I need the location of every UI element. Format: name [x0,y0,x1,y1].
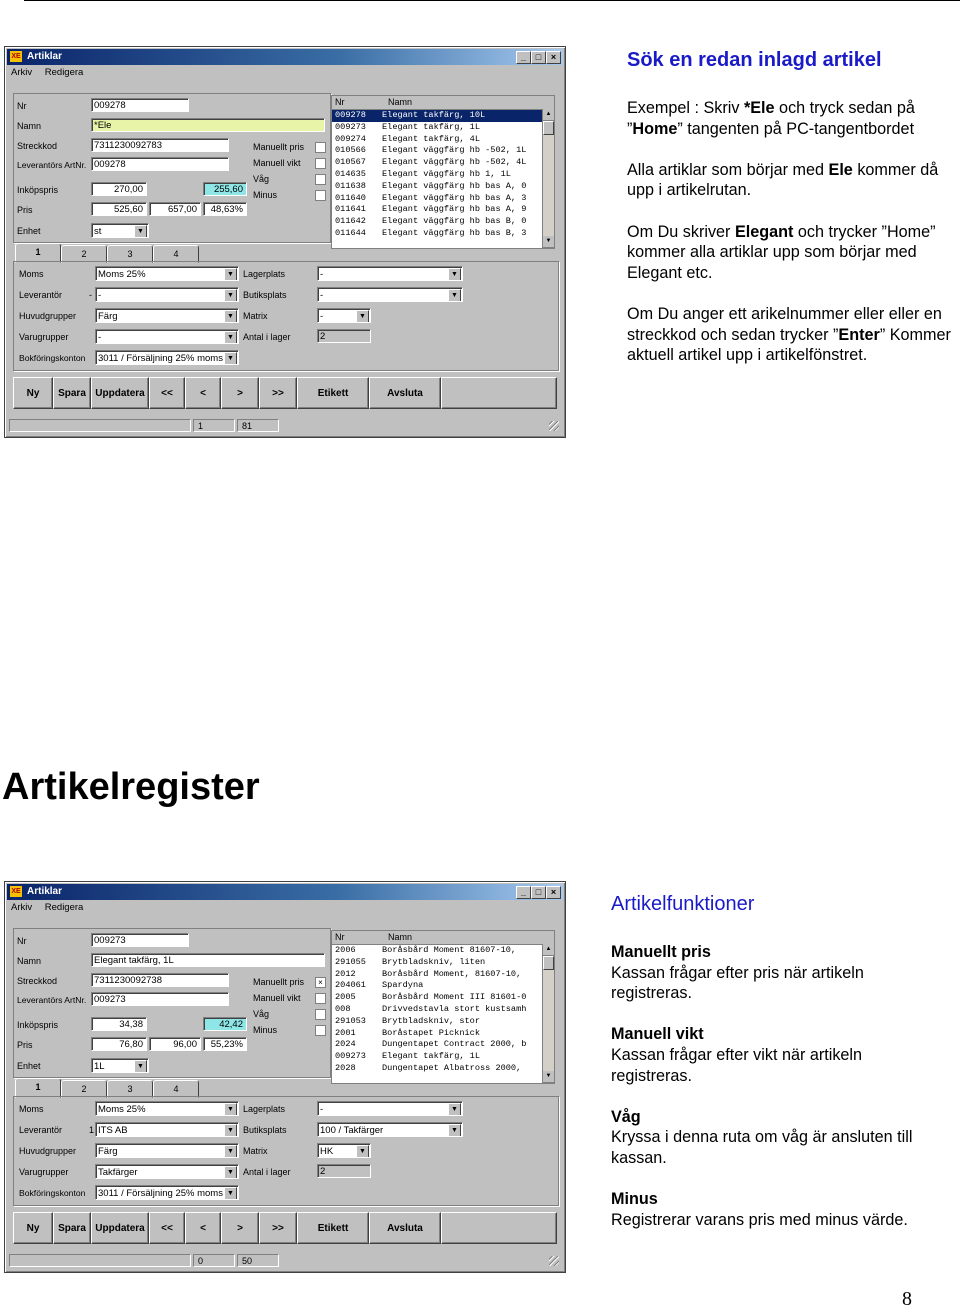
label-moms: Moms [19,269,44,279]
label-enhet: Enhet [17,1061,41,1071]
manuellt-pris-checkbox[interactable]: × [315,977,326,988]
enhet-value: 1L [94,1061,105,1072]
bokforingskonton-select[interactable] [95,350,239,365]
chevron-down-icon[interactable]: ▼ [356,310,369,323]
artiklar-window-functions [4,881,566,1273]
pris-incl-moms-field[interactable]: 96,00 [149,1037,201,1051]
chevron-down-icon[interactable]: ▼ [448,1103,461,1116]
leverantor-select[interactable] [95,1122,239,1137]
label-inkopspris: Inköpspris [17,1020,59,1030]
enhet-value: st [94,226,102,237]
avsluta-button[interactable]: Avsluta [369,1212,441,1244]
list-item[interactable]: 014635 Elegant väggfärg hb 1, 1L [335,168,511,179]
prev-button[interactable]: < [185,377,221,409]
paragraph-enter: Om Du anger ett arikelnummer eller eller en streckkod och sedan trycker ”Enter” Kommer aktuell artikel upp i artikelfönstret. [627,304,951,365]
list-item[interactable]: 2028 Dungentapet Albatross 2000, [335,1062,522,1073]
status-bar [9,1254,561,1268]
pris-field[interactable]: 76,80 [91,1037,147,1051]
etikett-button[interactable]: Etikett [297,1212,369,1244]
list-item[interactable]: 011644 Elegant väggfärg hb bas B, 3 [335,227,527,238]
close-button[interactable]: × [546,886,561,899]
bokforingskonton-value: 3011 / Försäljning 25% moms [98,353,223,364]
minus-checkbox[interactable] [315,190,326,201]
lagerplats-value: - [320,269,324,280]
minus-checkbox[interactable] [315,1025,326,1036]
marginal-field[interactable]: 55,23% [203,1037,247,1051]
inkopspris-net-field[interactable]: 42,42 [203,1017,247,1031]
list-item[interactable]: 2001 Boråstapet Picknick [335,1027,480,1038]
tab-4[interactable]: 4 [153,1080,199,1098]
manuell-vikt-checkbox[interactable] [315,158,326,169]
antal-i-lager-field: 2 [317,329,371,343]
empty-button-slot [441,1212,557,1244]
resize-grip-icon[interactable] [549,1256,559,1266]
label-enhet: Enhet [17,226,41,236]
list-scrollbar[interactable] [542,944,554,1083]
label-manuell-vikt: Manuell vikt [253,158,301,168]
label-moms: Moms [19,1104,44,1114]
list-header-nr[interactable]: Nr [335,932,345,942]
scroll-down-icon[interactable]: ▼ [543,236,554,248]
scroll-thumb[interactable] [543,956,554,970]
window-titlebar[interactable] [7,49,563,65]
nr-field[interactable]: 009278 [91,98,189,112]
matrix-value: HK [320,1146,334,1157]
tab-2[interactable]: 2 [61,245,107,263]
label-minus: Minus [253,190,278,200]
leverantor-prefix: - [89,290,92,300]
matrix-value: - [320,311,324,322]
list-item[interactable]: 2006 Boråsbård Moment 81607-10, [335,945,517,955]
status-current: 1 [193,419,235,432]
tab-2[interactable]: 2 [61,1080,107,1098]
tab-4[interactable]: 4 [153,245,199,263]
huvudgrupper-select[interactable] [95,1143,239,1158]
streckkod-field[interactable]: 7311230092783 [91,138,229,152]
last-button[interactable]: >> [259,1212,297,1244]
butiksplats-value: 100 / Takfärger [320,1125,384,1136]
label-butiksplats: Butiksplats [243,290,287,300]
chevron-down-icon[interactable]: ▼ [224,1187,237,1200]
page-title: Artikelregister [2,766,260,808]
prev-button[interactable]: < [185,1212,221,1244]
list-item[interactable]: 291055 Brytbladskniv, liten [335,956,486,967]
list-item[interactable]: 009273 Elegant takfärg, 1L [335,1051,480,1062]
function-vag: Våg Kryssa i denna ruta om våg är ansluten till kassan. [611,1107,913,1167]
moms-value: Moms 25% [98,269,146,280]
first-button[interactable]: << [149,1212,185,1244]
avsluta-button[interactable]: Avsluta [369,377,441,409]
label-antal-i-lager: Antal i lager [243,1167,291,1177]
chevron-down-icon[interactable]: ▼ [224,1145,237,1158]
list-header [332,96,554,110]
lev-artnr-field[interactable]: 009273 [91,992,229,1006]
section-heading-sok: Sök en redan inlagd artikel [627,49,882,71]
chevron-down-icon[interactable]: ▼ [224,1124,237,1137]
uppdatera-button[interactable]: Uppdatera [91,1212,149,1244]
status-total: 50 [237,1254,279,1267]
manuell-vikt-checkbox[interactable] [315,993,326,1004]
chevron-down-icon[interactable]: ▼ [448,289,461,302]
scroll-up-icon[interactable]: ▲ [543,109,554,121]
pris-incl-moms-field[interactable]: 657,00 [149,202,201,216]
lagerplats-select[interactable] [317,1101,463,1116]
list-item[interactable]: 011638 Elegant väggfärg hb bas A, 0 [335,180,527,191]
label-inkopspris: Inköpspris [17,185,59,195]
function-manuellt-pris: Manuellt pris Kassan frågar efter pris när artikeln registreras. [611,943,864,1003]
chevron-down-icon[interactable]: ▼ [448,268,461,281]
list-item[interactable]: 011641 Elegant väggfärg hb bas A, 9 [335,204,527,215]
label-lev-artnr: Leverantörs ArtNr. [17,995,87,1005]
nr-field[interactable]: 009273 [91,933,189,947]
tab-3[interactable]: 3 [107,1080,153,1098]
list-item[interactable]: 204061 Spardyna [335,980,424,991]
list-header-namn[interactable]: Namn [388,932,413,942]
label-antal-i-lager: Antal i lager [243,332,291,342]
tab-3[interactable]: 3 [107,245,153,263]
label-lagerplats: Lagerplats [243,1104,286,1114]
label-varugrupper: Varugrupper [19,1167,69,1177]
paragraph-elegant: Om Du skriver Elegant och trycker ”Home” kommer alla artiklar upp som börjar med Elegant etc. [627,222,936,282]
inkopspris-net-field[interactable]: 255,60 [203,182,247,196]
label-manuell-vikt: Manuell vikt [253,993,301,1003]
status-pane-empty [9,1254,191,1267]
leverantor-value: - [98,290,102,301]
varugrupper-select[interactable] [95,1164,239,1179]
window-title: Artiklar [27,51,63,62]
label-namn: Namn [17,956,42,966]
moms-value: Moms 25% [98,1104,146,1115]
chevron-down-icon[interactable]: ▼ [134,225,147,238]
etikett-button[interactable]: Etikett [297,377,369,409]
huvudgrupper-select[interactable] [95,308,239,323]
ny-button[interactable]: Ny [13,377,53,409]
scroll-thumb[interactable] [543,121,554,135]
minimize-button[interactable]: _ [516,51,531,64]
label-vag: Våg [253,1009,270,1019]
label-streckkod: Streckkod [17,141,58,151]
label-varugrupper: Varugrupper [19,332,69,342]
menu-redigera[interactable]: Redigera [44,67,84,78]
label-bokforingskonton: Bokföringskonton [19,1188,86,1198]
manuellt-pris-checkbox[interactable] [315,142,326,153]
huvudgrupper-value: Färg [98,311,118,322]
moms-select[interactable] [95,266,239,281]
label-vag: Våg [253,174,270,184]
next-button[interactable]: > [221,1212,259,1244]
app-icon: XE [11,888,21,895]
vag-checkbox[interactable] [315,174,326,185]
label-matrix: Matrix [243,311,268,321]
inkopspris-field[interactable]: 270,00 [91,182,147,196]
leverantor-select[interactable] [95,287,239,302]
butiksplats-value: - [320,290,324,301]
menubar [11,902,93,913]
varugrupper-select[interactable] [95,329,239,344]
antal-i-lager-field: 2 [317,1164,371,1178]
chevron-down-icon[interactable]: ▼ [448,1124,461,1137]
list-header-namn[interactable]: Namn [388,97,413,107]
huvudgrupper-value: Färg [98,1146,118,1157]
maximize-button[interactable]: □ [531,51,546,64]
label-leverantor: Leverantör [19,290,63,300]
list-scrollbar[interactable] [542,109,554,248]
moms-select[interactable] [95,1101,239,1116]
marginal-field[interactable]: 48,63% [203,202,247,216]
function-manuell-vikt: Manuell vikt Kassan frågar efter vikt när artikeln registreras. [611,1025,863,1085]
menu-arkiv[interactable]: Arkiv [11,67,33,78]
list-item[interactable]: 009274 Elegant takfärg, 4L [335,133,480,144]
lev-artnr-field[interactable]: 009278 [91,157,229,171]
varugrupper-value: - [98,332,102,343]
butiksplats-select[interactable] [317,1122,463,1137]
label-lagerplats: Lagerplats [243,269,286,279]
resize-grip-icon[interactable] [549,421,559,431]
scroll-down-icon[interactable]: ▼ [543,1071,554,1083]
butiksplats-select[interactable] [317,287,463,302]
list-item[interactable]: 010566 Elegant väggfärg hb -502, 1L [335,145,527,156]
paragraph-exempel: Exempel : Skriv *Ele och tryck sedan på ”Home” tangenten på PC-tangentbordet [627,99,915,138]
section1-text [627,98,953,386]
label-butiksplats: Butiksplats [243,1125,287,1135]
matrix-select[interactable] [317,1143,371,1158]
artiklar-window-search [4,46,566,438]
list-header-nr[interactable]: Nr [335,97,345,107]
chevron-down-icon[interactable]: ▼ [224,310,237,323]
chevron-down-icon[interactable]: ▼ [224,331,237,344]
button-bar [13,1212,557,1246]
close-button[interactable]: × [546,51,561,64]
varugrupper-value: Takfärger [98,1167,138,1178]
first-button[interactable]: << [149,377,185,409]
label-manuellt-pris: Manuellt pris [253,977,305,987]
lagerplats-value: - [320,1104,324,1115]
minimize-button[interactable]: _ [516,886,531,899]
leverantor-prefix: 1 [89,1125,95,1135]
top-rule [24,0,960,1]
label-nr: Nr [17,101,27,111]
list-item[interactable]: 009273 Elegant takfärg, 1L [335,121,480,132]
empty-button-slot [441,377,557,409]
label-huvudgrupper: Huvudgrupper [19,1146,77,1156]
label-lev-artnr: Leverantörs ArtNr. [17,160,87,170]
window-titlebar[interactable] [7,884,563,900]
button-bar [13,377,557,411]
label-huvudgrupper: Huvudgrupper [19,311,77,321]
chevron-down-icon[interactable]: ▼ [356,1145,369,1158]
status-current: 0 [193,1254,235,1267]
label-matrix: Matrix [243,1146,268,1156]
window-title: Artiklar [27,886,63,897]
tab-1[interactable]: 1 [15,243,61,263]
status-bar [9,419,561,433]
label-pris: Pris [17,1040,33,1050]
vag-checkbox[interactable] [315,1009,326,1020]
label-minus: Minus [253,1025,278,1035]
list-item[interactable]: 010567 Elegant väggfärg hb -502, 4L [335,157,527,168]
ny-button[interactable]: Ny [13,1212,53,1244]
menu-arkiv[interactable]: Arkiv [11,902,33,913]
matrix-select[interactable] [317,308,371,323]
label-nr: Nr [17,936,27,946]
article-list[interactable] [331,930,555,1084]
label-leverantor: Leverantör [19,1125,63,1135]
label-streckkod: Streckkod [17,976,58,986]
chevron-down-icon[interactable]: ▼ [134,1060,147,1073]
leverantor-value: ITS AB [98,1125,128,1136]
section-heading-artikelfunktioner: Artikelfunktioner [611,893,755,915]
page-number: 8 [902,1288,912,1310]
inkopspris-field[interactable]: 34,38 [91,1017,147,1031]
chevron-down-icon[interactable]: ▼ [224,1103,237,1116]
bokforingskonton-value: 3011 / Försäljning 25% moms [98,1188,223,1199]
chevron-down-icon[interactable]: ▼ [224,1166,237,1179]
label-manuellt-pris: Manuellt pris [253,142,305,152]
enhet-select[interactable] [91,1058,149,1073]
status-pane-empty [9,419,191,432]
pris-field[interactable]: 525,60 [91,202,147,216]
status-total: 81 [237,419,279,432]
app-icon: XE [11,53,21,60]
function-minus: Minus Registrerar varans pris med minus värde. [611,1190,908,1229]
list-item[interactable]: 2024 Dungentapet Contract 2000, b [335,1039,527,1050]
section2-text [611,942,941,1251]
tab-1[interactable]: 1 [15,1078,61,1098]
list-item[interactable]: 011642 Elegant väggfärg hb bas B, 0 [335,216,527,227]
chevron-down-icon[interactable]: ▼ [224,268,237,281]
streckkod-field[interactable]: 7311230092738 [91,973,229,987]
chevron-down-icon[interactable]: ▼ [224,352,237,365]
label-bokforingskonton: Bokföringskonton [19,353,86,363]
spara-button[interactable]: Spara [53,1212,91,1244]
namn-field[interactable]: *Ele [91,118,325,132]
list-header [332,931,554,945]
enhet-select[interactable] [91,223,149,238]
scroll-up-icon[interactable]: ▲ [543,944,554,956]
bokforingskonton-select[interactable] [95,1185,239,1200]
list-item[interactable]: 291053 Brytbladskniv, stor [335,1015,480,1026]
chevron-down-icon[interactable]: ▼ [224,289,237,302]
spara-button[interactable]: Spara [53,377,91,409]
list-item[interactable]: 2005 Boråsbård Moment III 81601-0 [335,992,527,1003]
article-list[interactable] [331,95,555,249]
namn-field[interactable]: Elegant takfärg, 1L [91,953,325,967]
label-namn: Namn [17,121,42,131]
menu-redigera[interactable]: Redigera [44,902,84,913]
menubar [11,67,93,78]
list-item[interactable]: 011640 Elegant väggfärg hb bas A, 3 [335,192,527,203]
list-item[interactable]: 009278 Elegant takfärg, 10L [332,110,554,122]
list-item[interactable]: 2012 Boråsbård Moment, 81607-10, [335,968,522,979]
list-item[interactable]: 008 Drivvedstavla stort kustsamh [335,1003,527,1014]
lagerplats-select[interactable] [317,266,463,281]
next-button[interactable]: > [221,377,259,409]
label-pris: Pris [17,205,33,215]
uppdatera-button[interactable]: Uppdatera [91,377,149,409]
maximize-button[interactable]: □ [531,886,546,899]
paragraph-alla-artiklar: Alla artiklar som börjar med Ele kommer då upp i artikelrutan. [627,160,939,200]
last-button[interactable]: >> [259,377,297,409]
